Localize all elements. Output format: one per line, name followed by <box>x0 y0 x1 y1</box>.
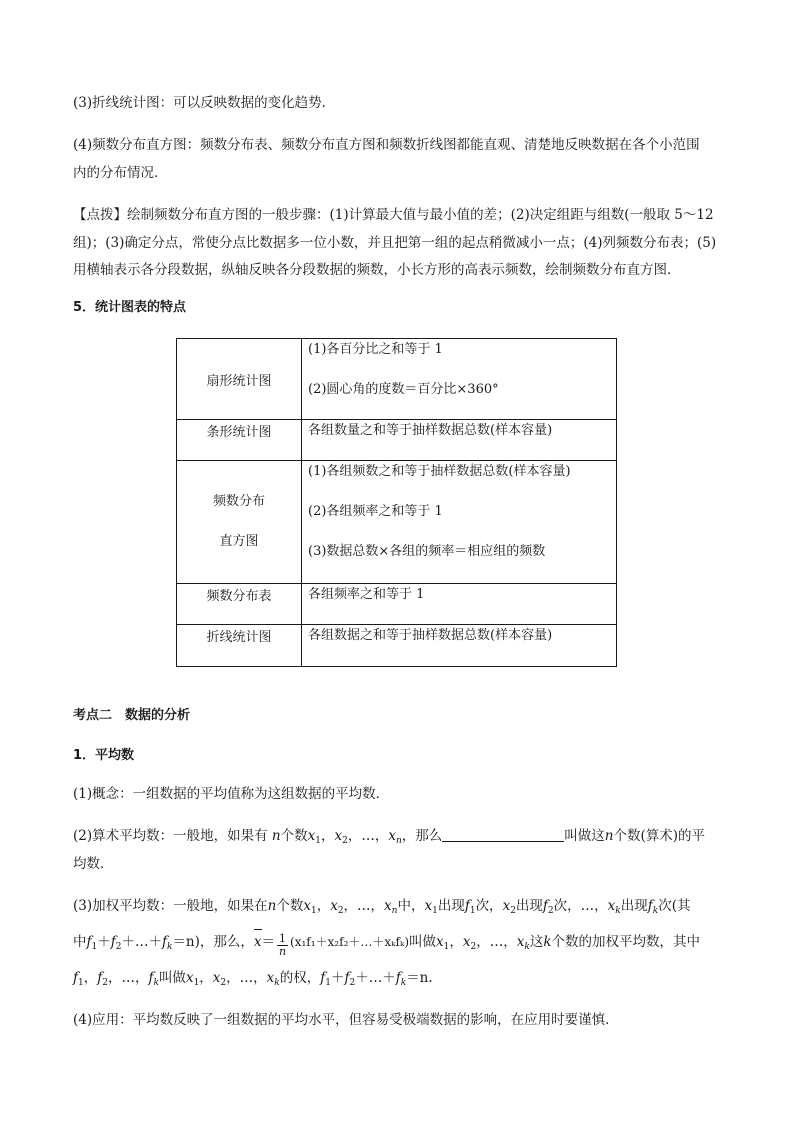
text-span: 个数 <box>280 828 308 844</box>
text-span: ＝n)，那么， <box>172 934 254 950</box>
text-span: 出现 <box>515 898 543 914</box>
application-para: (4)应用：平均数反映了一组数据的平均水平，但容易受极端数据的影响，在应用时要谨慎． <box>73 1012 619 1028</box>
text-span: 个数(算术)的平 <box>613 828 706 844</box>
weighted-mean-line2: 中$f_1+f_2+\dots+f_k=n$)，那么，x＝ $\frac{1}{n}$ (x₁f₁＋x₂f₂＋…＋xₖfₖ)叫做$x_1$，$x_2$，…，$x_k$这k个数的加权平均数，其中 <box>73 928 723 958</box>
text-span: 次， <box>553 898 581 914</box>
section5-heading: 5．统计图表的特点 <box>73 300 187 315</box>
text-span: 的权， <box>279 970 321 986</box>
text-span: 个数的加权平均数，其中 <box>551 934 701 950</box>
var-n: n <box>271 828 281 844</box>
cell-line: (1)各百分比之和等于 1 <box>308 342 443 357</box>
table-cell-desc <box>302 461 617 584</box>
row-label: 折线统计图 <box>206 630 272 645</box>
cell-line: (2)圆心角的度数＝百分比×360° <box>308 382 499 397</box>
table-cell-desc <box>302 420 617 461</box>
table-cell-name <box>177 584 302 625</box>
weighted-formula: (x₁f₁＋x₂f₂＋…＋xₖfₖ) <box>290 935 410 949</box>
cell-line: 各组数据之和等于抽样数据总数(样本容量) <box>308 628 553 643</box>
var-n: n <box>604 828 614 844</box>
chart-features-table <box>176 338 617 667</box>
cell-line: (3)数据总数×各组的频率＝相应组的频数 <box>308 544 546 559</box>
text-span: 叫做这 <box>564 828 605 844</box>
text-span: (2)算术平均数：一般地，如果有 <box>73 828 268 844</box>
x-bar-symbol: x <box>254 928 262 957</box>
tip-line1: 【点拨】绘制频数分布直方图的一般步骤：(1)计算最大值与最小值的差；(2)决定组距与组数(一般取 5～12 <box>73 207 714 223</box>
table-row <box>177 461 617 584</box>
text-span: 个数 <box>276 898 304 914</box>
text-span: ＝n. <box>406 970 433 986</box>
table-row <box>177 339 617 420</box>
table-cell-name <box>177 461 302 584</box>
kaodian2-heading: 考点二 数据的分析 <box>73 708 191 723</box>
table-cell-name <box>177 420 302 461</box>
row-label: 频数分布表 <box>206 589 272 604</box>
table-cell-name <box>177 339 302 420</box>
frac-num: 1 <box>279 932 287 945</box>
text-span: 中， <box>397 898 425 914</box>
frac-den: n <box>278 945 287 958</box>
row-label: 频数分布 <box>212 494 265 509</box>
arithmetic-mean-line2: 均数． <box>73 856 114 872</box>
text-span: 出现 <box>620 898 648 914</box>
text-span: (3)加权平均数：一般地，如果在 <box>73 898 268 914</box>
table-row <box>177 625 617 667</box>
row-label: 条形统计图 <box>206 425 272 440</box>
text-span: 出现 <box>437 898 465 914</box>
tip-line3: 用横轴表示各分段数据，纵轴反映各分段数据的频数，小长方形的高表示频数，绘制频数分布直方图． <box>73 262 681 278</box>
weighted-mean-line1: (3)加权平均数：一般地，如果在n个数$x_1$，$x_2$，…，$x_n$中，$x_1$出现$f_1$次，$x_2$出现$f_2$次，…，$x_k$出现$f_k$次(其 <box>73 898 691 916</box>
mean-heading: 1．平均数 <box>73 748 135 763</box>
concept-para: (1)概念：一组数据的平均值称为这组数据的平均数． <box>73 786 390 802</box>
cell-line: 各组数量之和等于抽样数据总数(样本容量) <box>308 423 553 438</box>
text-span: 次(其 <box>658 898 691 914</box>
table-cell-desc <box>302 625 617 667</box>
table-row <box>177 420 617 461</box>
para-histogram-line2: 内的分布情况． <box>73 165 168 181</box>
text-span: 次， <box>475 898 503 914</box>
tip-line2: 组)；(3)确定分点，常使分点比数据多一位小数，并且把第一组的起点稍微减小一点；(4)列频数分布表；(5) <box>73 235 717 251</box>
text-span: 叫做 <box>409 934 437 950</box>
table-cell-name <box>177 625 302 667</box>
arithmetic-mean-line1: (2)算术平均数：一般地，如果有 n个数$x_1$，$x_2$，…，$x_n$，那么 叫做这n个数(算术)的平 <box>73 828 706 846</box>
fraction-1-over-n <box>277 933 288 958</box>
text-span: 叫做 <box>158 970 186 986</box>
weighted-mean-line3: $f_1$，$f_2$，…，$f_k$叫做$x_1$，$x_2$，…，$x_k$的权，$f_1+f_2+\dots+f_k=n$. <box>73 970 433 988</box>
text-span: 中 <box>73 934 87 950</box>
cell-line: (2)各组频率之和等于 1 <box>308 504 443 519</box>
text-span: ，那么 <box>401 828 443 844</box>
cell-line: 各组频率之和等于 1 <box>308 587 425 602</box>
table-cell-desc <box>302 339 617 420</box>
para-histogram-line1: (4)频数分布直方图：频数分布表、频数分布直方图和频数折线图都能直观、清楚地反映数据在各个小范围 <box>73 137 700 153</box>
row-label: 扇形统计图 <box>206 373 272 389</box>
table-row <box>177 584 617 625</box>
cell-line: (1)各组频数之和等于抽样数据总数(样本容量) <box>308 464 571 479</box>
para-line-chart: (3)折线统计图：可以反映数据的变化趋势． <box>73 95 336 111</box>
answer-blank <box>442 827 564 842</box>
text-span: 这 <box>529 934 544 950</box>
table-cell-desc <box>302 584 617 625</box>
row-label: 直方图 <box>219 534 259 549</box>
